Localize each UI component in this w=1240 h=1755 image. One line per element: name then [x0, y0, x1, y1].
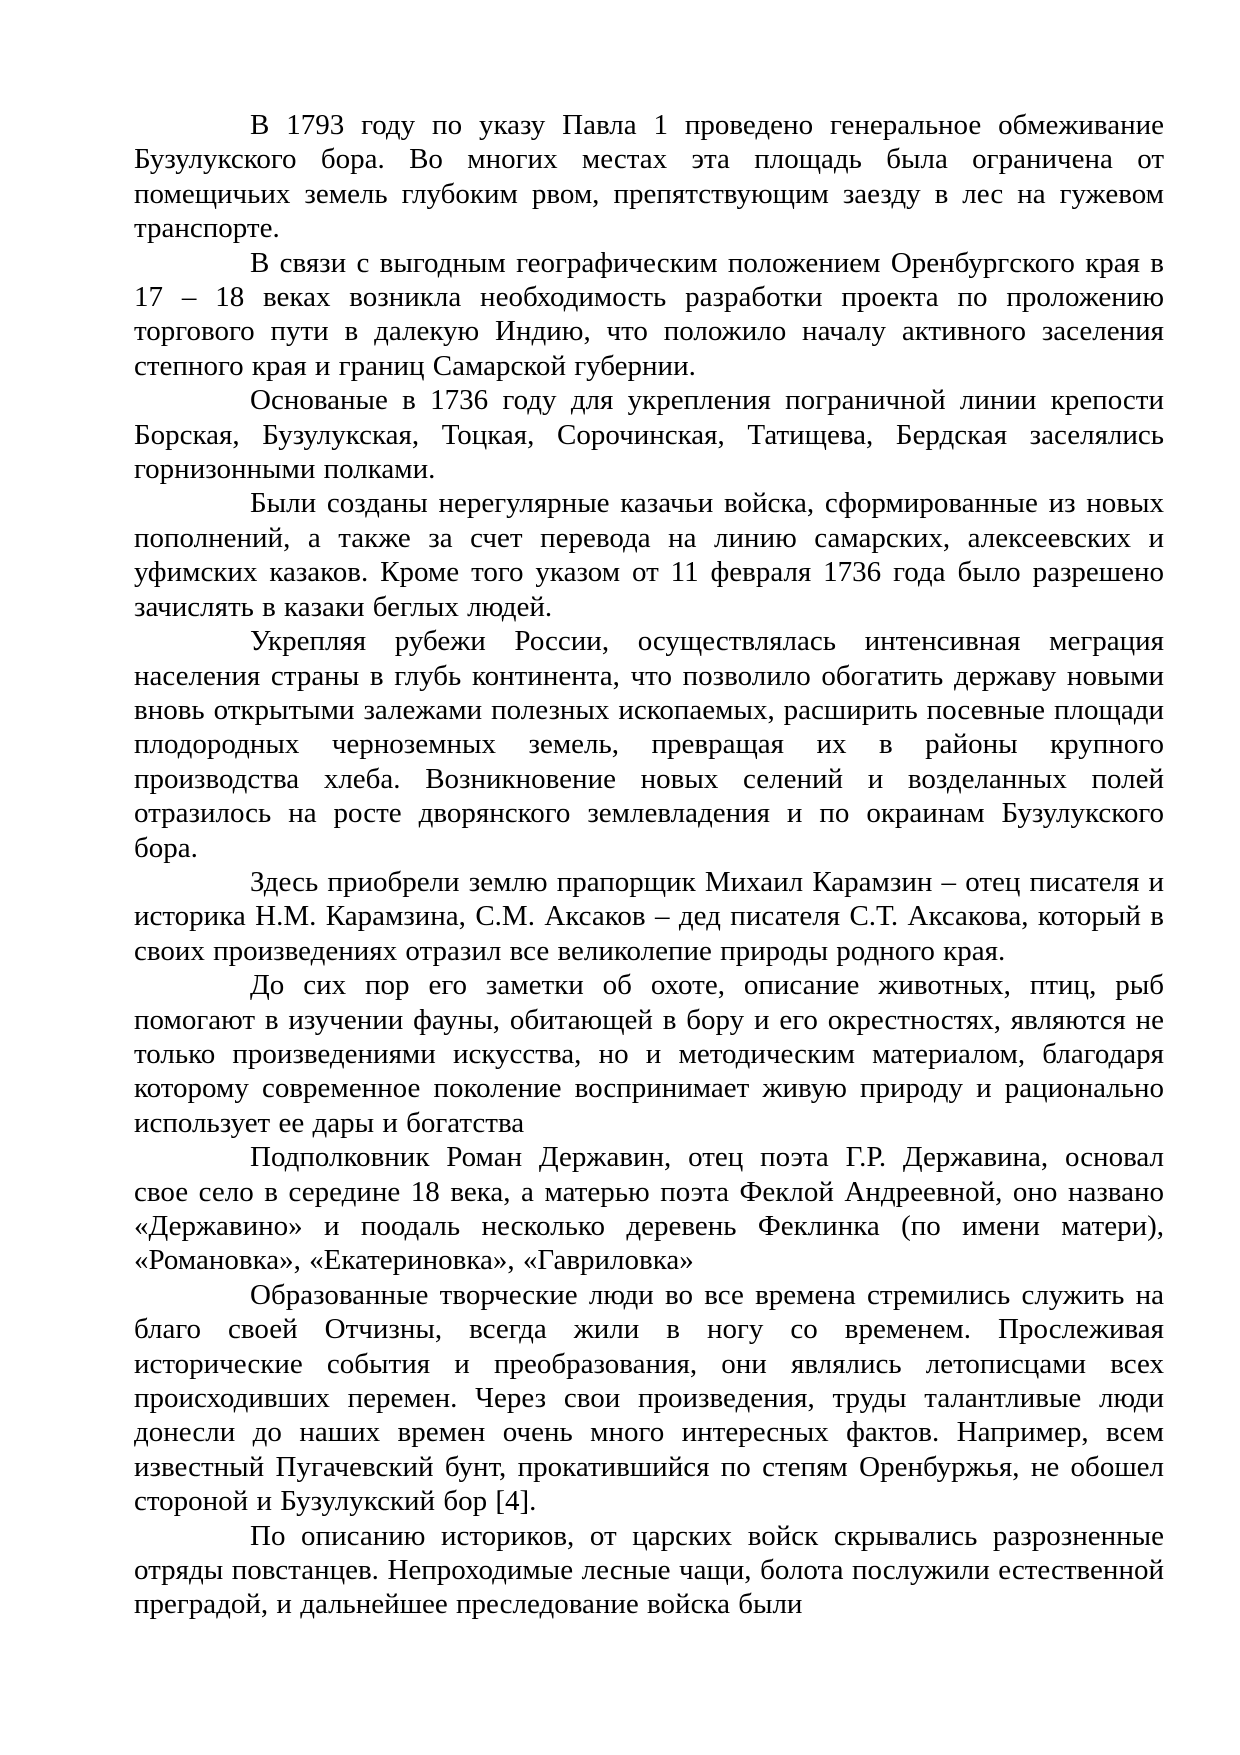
paragraph: До сих пор его заметки об охоте, описание животных, птиц, рыб помогают в изучении фауны, обитающей в бору и его окрестностях, являются не только произведениями искусства, но и методическим материалом, благодаря которому современное поколение воспринимает живую природу и рационально использует ее дары и богатства [134, 969, 1164, 1139]
paragraph: Подполковник Роман Державин, отец поэта Г.Р. Державина, основал свое село в середине 18 века, а матерью поэта Феклой Андреевной, оно названо «Державино» и поодаль несколько деревень Феклинка (по имени матери), «Романовка», «Екатериновка», «Гавриловка» [134, 1141, 1164, 1277]
paragraph: Укрепляя рубежи России, осуществлялась интенсивная меграция населения страны в глубь континента, что позволило обогатить державу новыми вновь открытыми залежами полезных ископаемых, расширить посевные площади плодородных черноземных земель, превращая их в районы крупного производства хлеба. Возникновение новых селений и возделанных полей отразилось на росте дворянского землевладения и по окраинам Бузулукского бора. [134, 625, 1164, 864]
paragraph: Основаные в 1736 году для укрепления пограничной линии крепости Борская, Бузулукская, Тоцкая, Сорочинская, Татищева, Бердская заселялись горнизонными полками. [134, 384, 1164, 486]
paragraph: По описанию историков, от царских войск скрывались разрозненные отряды повстанцев. Непроходимые лесные чащи, болота послужили естественной преградой, и дальнейшее преследование войска были [134, 1519, 1164, 1621]
paragraph: Были созданы нерегулярные казачьи войска, сформированные из новых пополнений, а также за счет перевода на линию самарских, алексеевских и уфимских казаков. Кроме того указом от 11 февраля 1736 года было разрешено зачислять в казаки беглых людей. [134, 487, 1164, 623]
paragraph: Здесь приобрели землю прапорщик Михаил Карамзин – отец писателя и историка Н.М. Карамзина, С.М. Аксаков – дед писателя С.Т. Аксакова, который в своих произведениях отразил все великолепие природы родного края. [134, 865, 1164, 967]
paragraph: В связи с выгодным географическим положением Оренбургского края в 17 – 18 веках возникла необходимость разработки проекта по проложению торгового пути в далекую Индию, что положило началу активного заселения степного края и границ Самарской губернии. [134, 246, 1164, 382]
text-block [134, 108, 1164, 1622]
paragraph: В 1793 году по указу Павла 1 проведено генеральное обмеживание Бузулукского бора. Во многих местах эта площадь была ограничена от помещичьих земель глубоким рвом, препятствующим заезду в лес на гужевом транспорте. [134, 109, 1164, 245]
paragraph: Образованные творческие люди во все времена стремились служить на благо своей Отчизны, всегда жили в ногу со временем. Прослеживая исторические события и преобразования, они являлись летописцами всех происходивших перемен. Через свои произведения, труды талантливые люди донесли до наших времен очень много интересных фактов. Например, всем известный Пугачевский бунт, прокатившийся по степям Оренбуржья, не обошел стороной и Бузулукский бор [4]. [134, 1278, 1164, 1518]
